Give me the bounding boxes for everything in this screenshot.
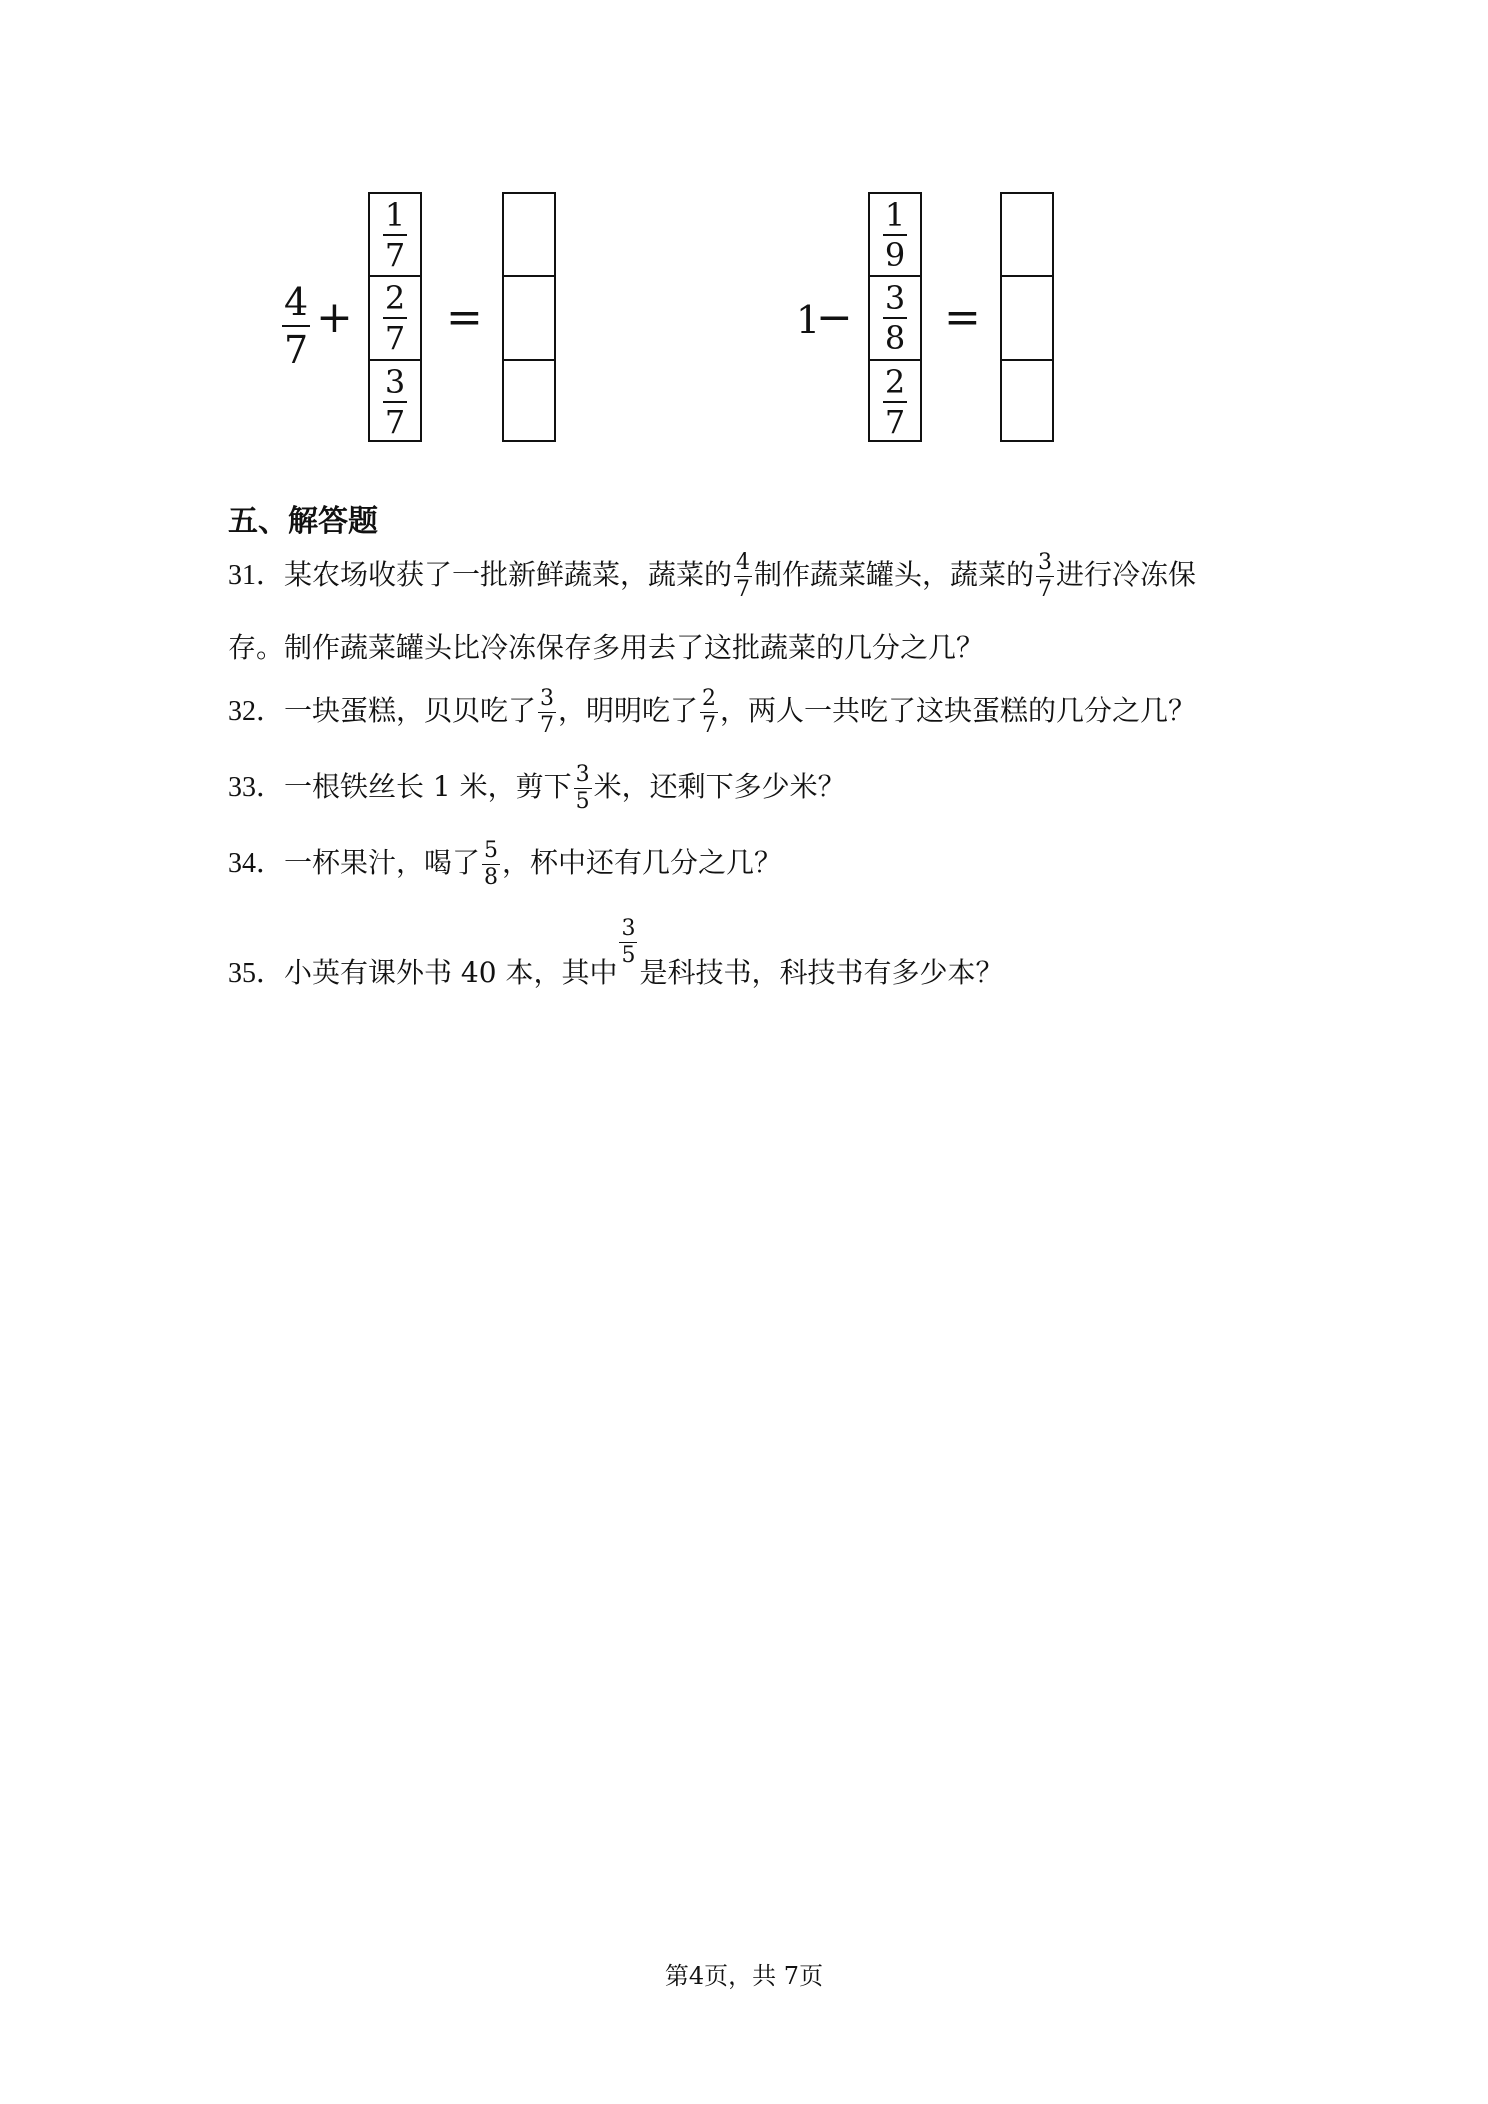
numerator: 2 [884, 363, 906, 402]
denominator: 7 [284, 328, 309, 372]
answer-box[interactable] [504, 277, 554, 360]
question-number: 31． [228, 560, 285, 591]
exercise-2-left-integer: 1 [796, 298, 821, 342]
fraction [538, 688, 556, 737]
denominator: 7 [384, 403, 406, 442]
question-number: 33． [228, 772, 285, 803]
denominator: 7 [884, 403, 906, 442]
question-text: 某农场收获了一批新鲜蔬菜，蔬菜的 [284, 558, 733, 591]
answer-box[interactable] [1002, 277, 1052, 360]
fraction-cell [370, 277, 420, 360]
question-text: 进行冷冻保 [1056, 558, 1197, 591]
fraction-cell [370, 361, 420, 444]
exercise-1-fraction-column [368, 192, 422, 442]
denominator: 5 [575, 789, 590, 814]
numerator: 2 [384, 278, 406, 317]
question-text: ，明明吃了 [558, 694, 699, 727]
fraction [734, 552, 752, 601]
numerator: 3 [575, 762, 590, 787]
exercise-1-left-fraction [280, 280, 312, 372]
minus-operator: − [816, 292, 853, 343]
denominator: 8 [484, 865, 499, 890]
numerator: 3 [621, 916, 636, 941]
page-number-footer: 第4页，共 7页 [664, 1962, 824, 1990]
question-32 [228, 688, 1196, 737]
section-title: 五、解答题 [228, 504, 378, 539]
question-text: 一根铁丝长 1 米，剪下 [284, 770, 572, 803]
exercise-2-fraction-column [868, 192, 922, 442]
question-text: 米，还剩下多少米？ [593, 770, 846, 803]
question-31-line-1 [228, 552, 1196, 601]
exercise-2-answer-column [1000, 192, 1054, 442]
fraction [700, 688, 718, 737]
fraction-cell [370, 194, 420, 277]
numerator: 3 [540, 686, 555, 711]
numerator: 1 [384, 195, 406, 234]
answer-box[interactable] [504, 361, 554, 444]
question-text: ，两人一共吃了这块蛋糕的几分之几？ [720, 694, 1197, 727]
fraction [482, 840, 500, 889]
numerator: 3 [884, 278, 906, 317]
plus-operator: + [316, 292, 353, 343]
question-text: 一块蛋糕，贝贝吃了 [284, 694, 537, 727]
question-34 [228, 840, 782, 889]
question-text: 小英有课外书 40 本，其中 [284, 956, 618, 989]
question-text: 是科技书，科技书有多少本？ [639, 956, 1004, 989]
question-35 [228, 916, 1004, 999]
numerator: 4 [284, 280, 309, 324]
question-number: 35． [228, 958, 285, 989]
question-33 [228, 764, 846, 813]
answer-box[interactable] [1002, 194, 1052, 277]
equals-sign: = [944, 292, 981, 343]
fraction [574, 764, 592, 813]
denominator: 8 [884, 318, 906, 357]
denominator: 7 [702, 713, 717, 738]
denominator: 7 [540, 713, 555, 738]
numerator: 1 [884, 195, 906, 234]
numerator: 3 [384, 363, 406, 402]
numerator: 4 [736, 550, 751, 575]
equals-sign: = [446, 292, 483, 343]
fraction-cell [870, 361, 920, 444]
question-text: 一杯果汁，喝了 [284, 846, 481, 879]
denominator: 5 [621, 943, 636, 968]
numerator: 5 [484, 838, 499, 863]
fraction [1036, 552, 1054, 601]
answer-box[interactable] [504, 194, 554, 277]
question-number: 34． [228, 848, 285, 879]
question-text: ，杯中还有几分之几？ [502, 846, 783, 879]
question-number: 32． [228, 696, 285, 727]
denominator: 7 [384, 235, 406, 274]
question-text: 制作蔬菜罐头，蔬菜的 [754, 558, 1035, 591]
fraction [619, 918, 637, 967]
denominator: 7 [1038, 577, 1053, 602]
denominator: 7 [384, 318, 406, 357]
question-31-line-2: 存。制作蔬菜罐头比冷冻保存多用去了这批蔬菜的几分之几？ [228, 631, 985, 664]
numerator: 2 [702, 686, 717, 711]
fraction-cell [870, 194, 920, 277]
denominator: 9 [884, 235, 906, 274]
fraction-cell [870, 277, 920, 360]
fraction-bar [282, 325, 310, 327]
numerator: 3 [1038, 550, 1053, 575]
exercise-1-answer-column [502, 192, 556, 442]
denominator: 7 [736, 577, 751, 602]
answer-box[interactable] [1002, 361, 1052, 444]
